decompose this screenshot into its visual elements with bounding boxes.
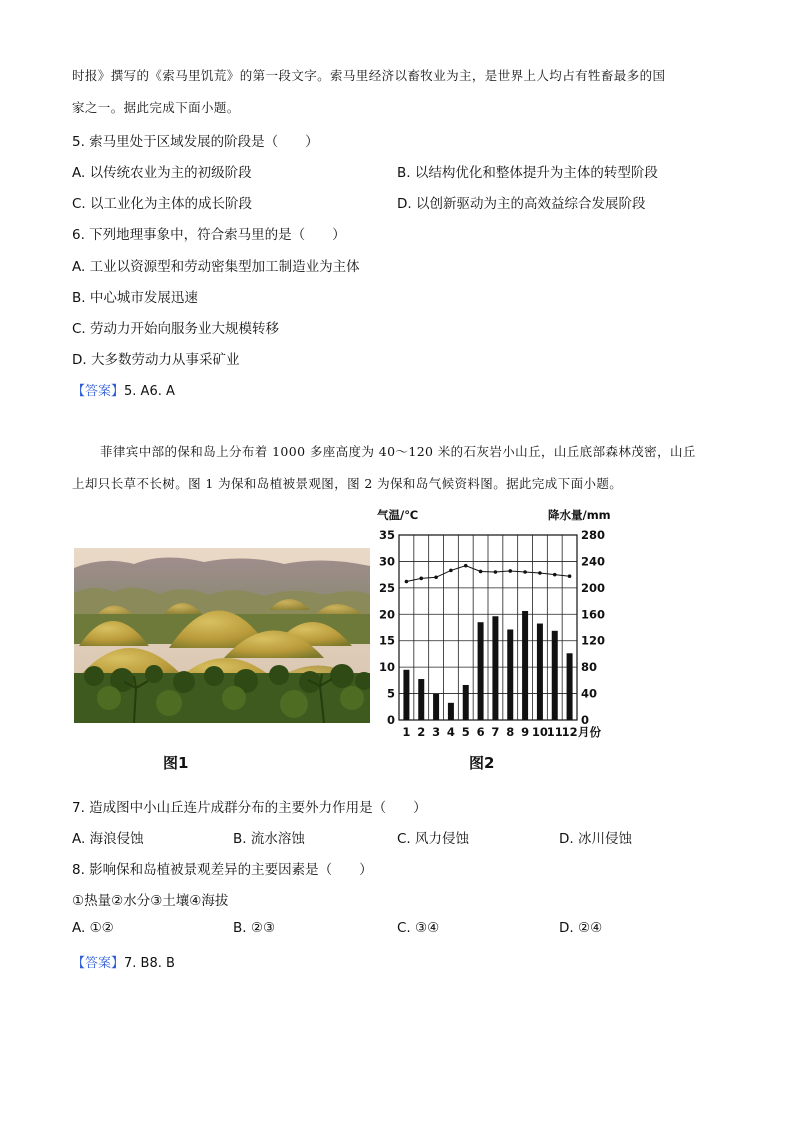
q8-option-a[interactable]: A. ①② [72, 920, 114, 936]
temperature-point [434, 575, 438, 579]
precip-bar [522, 611, 528, 720]
q7-option-d[interactable]: D. 冰川侵蚀 [559, 831, 632, 847]
q6-option-b[interactable]: B. 中心城市发展迅速 [72, 290, 198, 306]
precip-tick-label: 200 [581, 580, 606, 595]
answer-tag: 【答案】 [72, 384, 125, 399]
temperature-point [449, 569, 453, 573]
question-6-stem: 6. 下列地理事象中，符合索马里的是（ ） [72, 227, 346, 243]
temperature-point [479, 570, 483, 574]
figure-1-caption: 图1 [163, 754, 189, 772]
right-axis-label: 降水量/mm [548, 508, 611, 522]
month-tick-label: 2 [417, 725, 426, 739]
precip-tick-label: 160 [581, 607, 606, 622]
q8-option-b[interactable]: B. ②③ [233, 920, 276, 936]
precip-tick-label: 40 [581, 686, 598, 701]
q5-option-b[interactable]: B. 以结构优化和整体提升为主体的转型阶段 [397, 165, 658, 181]
figure-1-hills-photo [74, 548, 370, 723]
q8-option-c[interactable]: C. ③④ [397, 920, 440, 936]
precip-bar [552, 631, 558, 720]
q6-option-a[interactable]: A. 工业以资源型和劳动密集型加工制造业为主体 [72, 259, 360, 275]
q7-option-a[interactable]: A. 海浪侵蚀 [72, 831, 144, 847]
temp-tick-label: 25 [378, 580, 395, 595]
month-tick-label: 9 [521, 725, 530, 739]
temp-tick-label: 5 [386, 686, 395, 701]
precip-tick-label: 0 [581, 713, 590, 727]
answer-block-1 [72, 380, 175, 399]
precip-tick-label: 120 [581, 633, 606, 648]
temperature-point [568, 574, 572, 578]
q5-option-c[interactable]: C. 以工业化为主体的成长阶段 [72, 196, 253, 212]
month-tick-label: 10 [531, 725, 548, 739]
month-tick-label: 11 [546, 725, 563, 739]
temp-tick-label: 20 [378, 607, 395, 622]
precip-tick-label: 240 [581, 554, 606, 569]
question-7-stem: 7. 造成图中小山丘连片成群分布的主要外力作用是（ ） [72, 800, 427, 816]
q6-option-c[interactable]: C. 劳动力开始向服务业大规模转移 [72, 321, 280, 337]
temperature-point [508, 569, 512, 573]
temperature-point [523, 570, 527, 574]
q5-option-a[interactable]: A. 以传统农业为主的初级阶段 [72, 165, 252, 181]
month-tick-label: 8 [506, 725, 515, 739]
temperature-point [494, 570, 498, 574]
passage2-line1: 菲律宾中部的保和岛上分布着 1000 多座高度为 40～120 米的石灰岩小山丘，山丘底部森林茂密，山丘 [100, 444, 696, 459]
precip-bar [507, 629, 513, 720]
temp-tick-label: 30 [378, 554, 395, 569]
q7-option-b[interactable]: B. 流水溶蚀 [233, 831, 305, 847]
left-axis-label: 气温/℃ [377, 508, 419, 522]
month-tick-label: 12 [561, 725, 578, 739]
q7-option-c[interactable]: C. 风力侵蚀 [397, 831, 470, 847]
temperature-point [464, 564, 468, 568]
question-5-stem: 5. 索马里处于区域发展的阶段是（ ） [72, 134, 319, 150]
month-tick-label: 3 [432, 725, 441, 739]
precip-bar [537, 624, 543, 720]
temp-tick-label: 0 [386, 713, 395, 727]
precip-tick-label: 80 [581, 660, 598, 675]
answer-block-2 [72, 952, 175, 971]
precip-bar [418, 679, 424, 720]
month-tick-label: 5 [461, 725, 470, 739]
precip-bar [492, 616, 498, 720]
q8-factors: ①热量②水分③土壤④海拔 [72, 893, 229, 909]
month-tick-label: 6 [476, 725, 485, 739]
answer-text: 7. B8. B [124, 956, 175, 971]
answer-tag: 【答案】 [72, 956, 125, 971]
precip-bar [433, 694, 439, 720]
passage1-line2: 家之一。据此完成下面小题。 [72, 100, 240, 115]
precip-bar [403, 670, 409, 720]
precip-bar [567, 653, 573, 720]
passage2-line2: 上却只长草不长树。图 1 为保和岛植被景观图，图 2 为保和岛气候资料图。据此完成下面小题。 [72, 476, 623, 491]
answer-text: 5. A6. A [124, 384, 175, 399]
figure-2-caption: 图2 [469, 754, 495, 772]
temperature-point [419, 577, 423, 581]
passage1-line1: 时报》撰写的《索马里饥荒》的第一段文字。索马里经济以畜牧业为主，是世界上人均占有牲畜最多的国 [72, 68, 666, 83]
q8-option-d[interactable]: D. ②④ [559, 920, 603, 936]
climate-chart [372, 505, 617, 745]
month-tick-label: 7 [491, 725, 500, 739]
q6-option-d[interactable]: D. 大多数劳动力从事采矿业 [72, 352, 240, 368]
hills-landscape-image [74, 548, 370, 723]
q5-option-d[interactable]: D. 以创新驱动为主的高效益综合发展阶段 [397, 196, 646, 212]
temp-tick-label: 15 [378, 633, 395, 648]
precip-bar [463, 685, 469, 720]
precip-bar [448, 703, 454, 720]
temperature-point [405, 580, 409, 584]
question-8-stem: 8. 影响保和岛植被景观差异的主要因素是（ ） [72, 862, 373, 878]
temp-tick-label: 35 [378, 528, 395, 542]
month-tick-label: 4 [446, 725, 455, 739]
temperature-point [553, 573, 557, 577]
temp-tick-label: 10 [378, 660, 395, 675]
precip-bar [478, 622, 484, 720]
x-unit-label: 月份 [578, 725, 601, 739]
temperature-point [538, 571, 542, 575]
precip-tick-label: 280 [581, 528, 606, 542]
month-tick-label: 1 [402, 725, 411, 739]
